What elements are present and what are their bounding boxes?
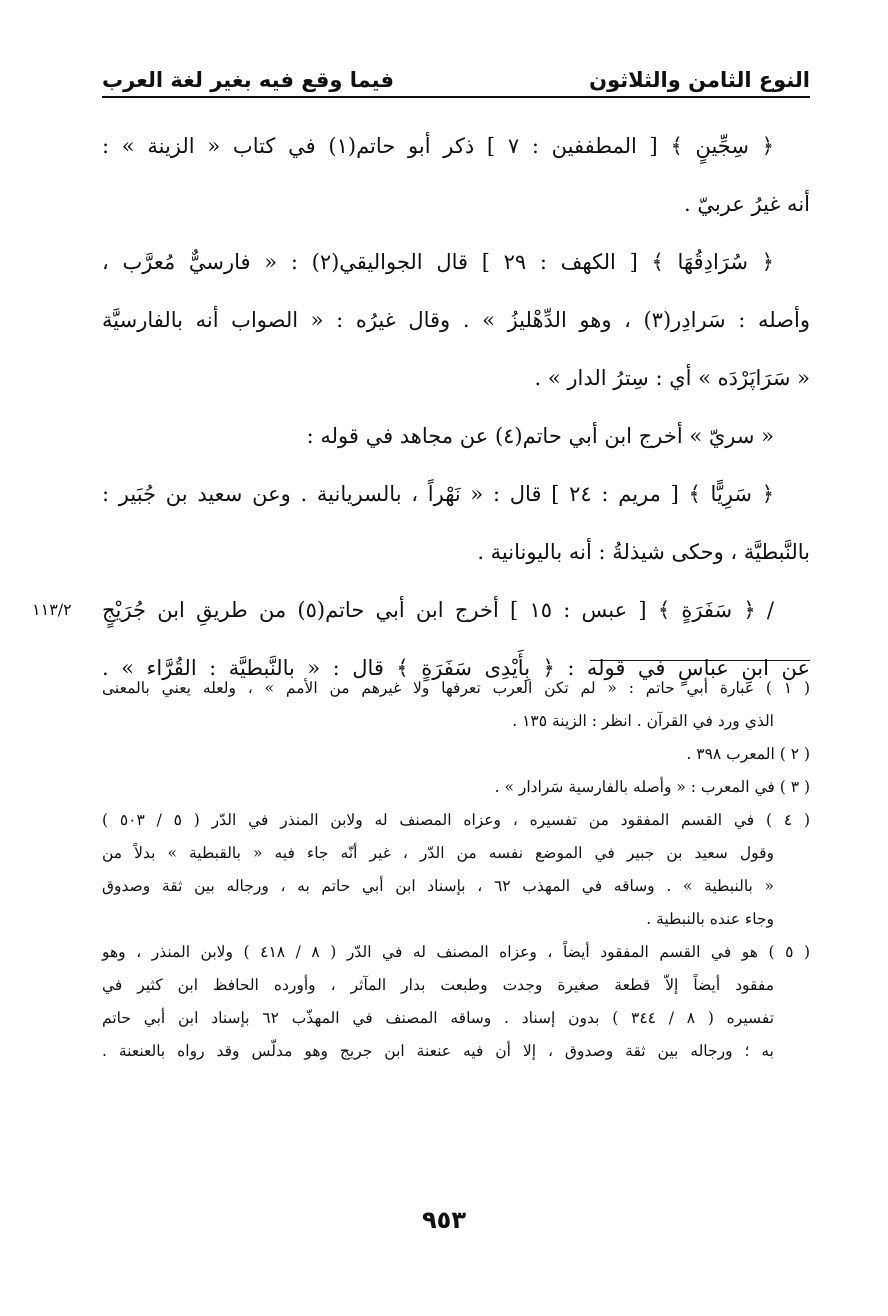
text-line: عن ابنِ عباسٍ في قوله : ﴿ بِأَيْدِى سَفَرَةٍ ﴾ قال : « بالنَّبطيَّة : القُرَّاء » . — [102, 656, 810, 680]
text-line: « سريّ » أخرج ابن أبي حاتم(٤) عن مجاهد في قوله : — [306, 424, 774, 448]
text-line: ﴿ سُرَادِقُهَا ﴾ [ الكهف : ٢٩ ] قال الجواليقي(٢) : « فارسيٌّ مُعرَّب ، — [102, 250, 774, 274]
running-header — [102, 52, 810, 92]
footnote-line: ( ٣ ) في المعرب : « وأصله بالفارسية سَرادار » . — [494, 778, 810, 796]
main-text — [32, 124, 810, 704]
page-number: ٩٥٣ — [422, 1206, 466, 1234]
footnote-2 — [102, 738, 810, 771]
text-line: بالنَّبطيَّة ، وحكى شيذلةُ : أنه باليونانية . — [477, 540, 810, 564]
header-rule — [102, 96, 810, 98]
text-line — [32, 588, 810, 646]
footnote-separator — [590, 660, 810, 661]
footnote-line: وقول سعيد بن جبير في الموضع نفسه من الدّر ، غير أنّه جاء فيه « بالقبطية » بدلاً من — [102, 844, 774, 862]
text-line: أنه غيرُ عربيّ . — [683, 192, 810, 216]
text-line-content: / ﴿ سَفَرَةٍ ﴾ [ عبس : ١٥ ] أخرج ابن أبي حاتم(٥) من طريقِ ابن جُرَيْجٍ — [102, 598, 774, 622]
footnote-line: ( ٢ ) المعرب ٣٩٨ . — [686, 745, 810, 763]
footnote-line: الذي ورد في القرآن . انظر : الزينة ١٣٥ . — [512, 712, 774, 730]
footnotes — [102, 672, 810, 1068]
footnote-line: وجاء عنده بالنبطية . — [646, 910, 774, 928]
margin-page-reference: ١١٣/٢ — [32, 600, 72, 619]
footnote-3 — [102, 771, 810, 804]
footnote-4 — [102, 804, 810, 936]
footnote-line: « بالنبطية » . وساقه في المهذب ٦٢ ، بإسناد ابن أبي حاتم به ، ورجاله بين ثقة وصدوق — [102, 877, 775, 895]
footnote-line: مفقود أيضاً إلاّ قطعة صغيرة وجدت وطبعت بدار المآثر ، وأورده الحافظ ابن كثير في — [102, 976, 774, 994]
footnote-line: ( ٤ ) في القسم المفقود من تفسيره ، وعزاه المصنف له ولابن المنذر في الدّر ( ٥ / ٥٠٣ ) — [102, 811, 811, 829]
text-line: ﴿ سَرِيًّا ﴾ [ مريم : ٢٤ ] قال : « نَهْراً ، بالسريانية . وعن سعيد بن جُبَير : — [102, 482, 774, 506]
footnote-5 — [102, 936, 810, 1068]
header-section-title: فيما وقع فيه بغير لغة العرب — [102, 68, 395, 92]
footnote-line: ( ١ ) عبارة أبي حاتم : « لم تكن العرب تعرفها ولا غيرهم من الأمم » ، ولعله يعني بالمعنى — [102, 679, 810, 697]
header-chapter-title: النوع الثامن والثلاثون — [589, 68, 810, 92]
footnote-1 — [102, 672, 810, 738]
text-line: ﴿ سِجِّينٍ ﴾ [ المطففين : ٧ ] ذكر أبو حاتم(١) في كتاب « الزينة » : — [102, 134, 774, 158]
text-line: وأصله : سَرادِر(٣) ، وهو الدِّهْليزُ » . وقال غيرُه : « الصواب أنه بالفارسيَّة — [102, 308, 810, 332]
footnote-line: ( ٥ ) هو في القسم المفقود أيضاً ، وعزاه المصنف له في الدّر ( ٨ / ٤١٨ ) ولابن المنذر ، وهو — [102, 943, 811, 961]
footnote-line: تفسيره ( ٨ / ٣٤٤ ) بدون إسناد . وساقه المصنف في المهذّب ٦٢ بإسناد ابن أبي حاتم — [102, 1009, 775, 1027]
footnote-line: به ؛ ورجاله بين ثقة وصدوق ، إلا أن فيه عنعنة ابن جريج وهو مدلّس وقد رواه بالعنعنة . — [102, 1042, 774, 1060]
text-line: « سَرَاپَرْدَه » أي : سِترُ الدار » . — [534, 366, 810, 390]
